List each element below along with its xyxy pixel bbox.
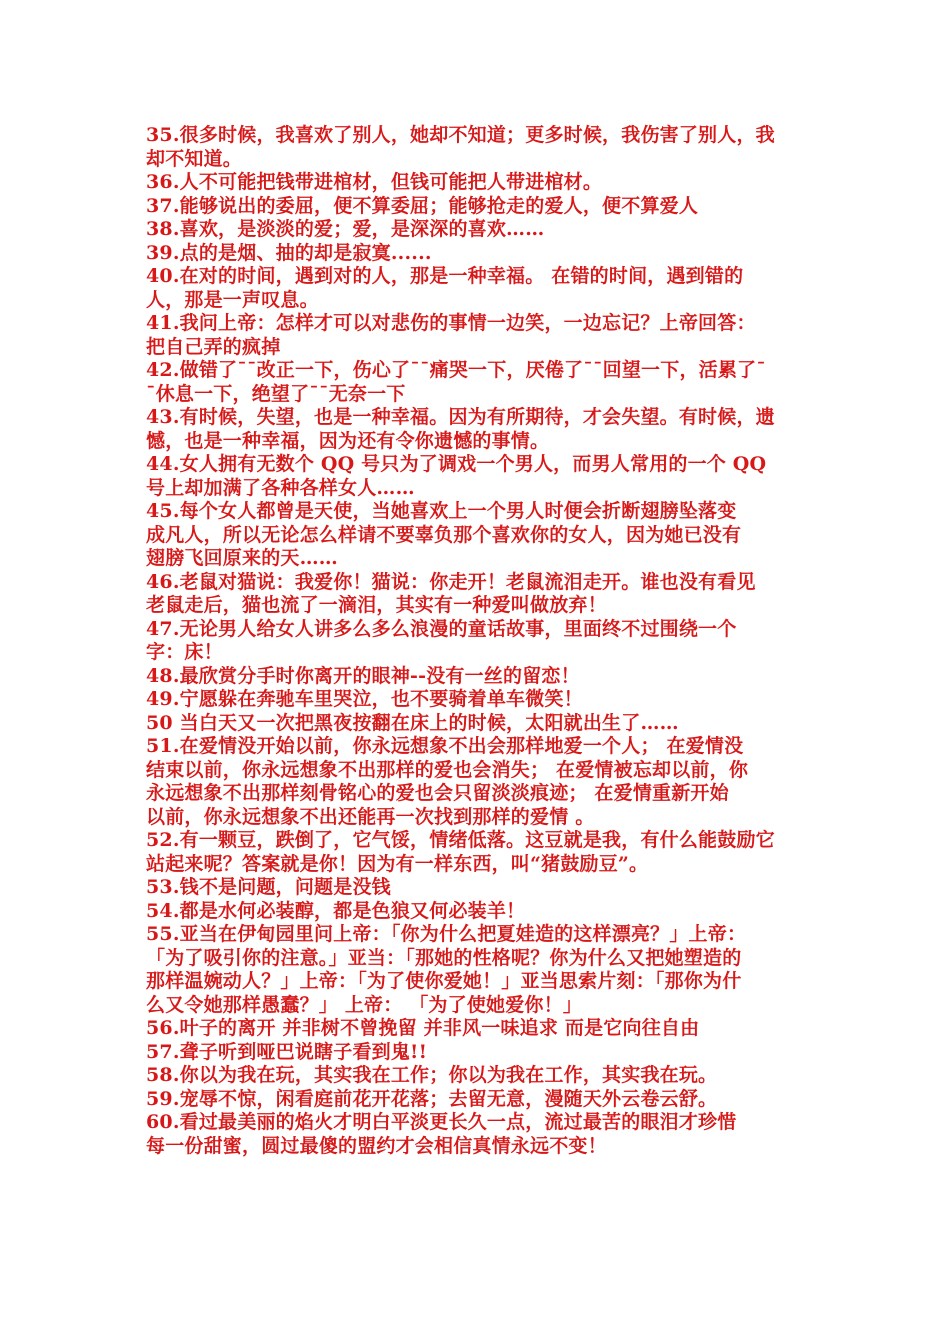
text-line: 「为了吸引你的注意。」亚当：「那她的性格呢？你为什么又把她塑造的 [146,946,742,969]
text-line: 59.宠辱不惊，闲看庭前花开花落；去留无意，漫随天外云卷云舒。 [146,1087,718,1110]
text-line: 39.点的是烟、抽的却是寂寞...... [146,241,432,264]
text-line: 每一份甜蜜，圆过最傻的盟约才会相信真情永远不变！ [146,1134,607,1157]
text-line: 40.在对的时间，遇到对的人，那是一种幸福。 在错的时间，遇到错的 [146,265,744,287]
text-line: 54.都是水何必装醇，都是色狼又何必装羊！ [146,899,526,922]
text-line: 人，那是一声叹息。 [146,288,319,311]
text-line: 56.叶子的离开 并非树不曾挽留 并非风一味追求 而是它向往自由 [146,1017,700,1039]
text-line: 51.在爱情没开始以前，你永远想象不出会那样地爱一个人； 在爱情没 [146,735,744,757]
text-line: 却不知道。 [146,147,243,170]
text-line: 60.看过最美丽的焰火才明白平淡更长久一点，流过最苦的眼泪才珍惜 [146,1111,737,1133]
text-line: 成凡人，所以无论怎么样请不要辜负那个喜欢你的女人，因为她已没有 [146,523,742,546]
text-line: 55.亚当在伊甸园里问上帝：「你为什么把夏娃造的这样漂亮？」上帝： [146,923,747,945]
text-line: 憾，也是一种幸福，因为还有令你遗憾的事情。 [146,429,550,452]
text-line: 49.宁愿躲在奔驰车里哭泣，也不要骑着单车微笑！ [146,688,583,710]
text-line: 46.老鼠对猫说：我爱你！猫说：你走开！老鼠流泪走开。谁也没有看见 [146,570,756,593]
text-line: 47.无论男人给女人讲多么多么浪漫的童话故事，里面终不过围绕一个 [146,617,737,640]
text-line: 站起来呢？答案就是你！因为有一样东西，叫“猪鼓励豆”。 [146,852,649,875]
text-line: 53.钱不是问题，问题是没钱 [146,876,391,898]
text-line: 号上却加满了各种各样女人…… [146,476,415,499]
text-line: 结束以前，你永远想象不出那样的爱也会消失； 在爱情被忘却以前，你 [146,758,749,781]
text-line: 44.女人拥有无数个 QQ 号只为了调戏一个男人，而男人常用的一个 QQ [146,453,767,475]
text-line: 58.你以为我在玩，其实我在工作；你以为我在工作，其实我在玩。 [146,1064,718,1086]
text-line: 45.每个女人都曾是天使，当她喜欢上一个男人时便会折断翅膀坠落变 [146,500,737,522]
text-line: 42.做错了¯¯改正一下，伤心了¯¯痛哭一下，厌倦了¯¯回望一下，活累了¯ [146,359,766,381]
text-line: 翅膀飞回原来的天…… [146,547,339,569]
text-line: 35.很多时候，我喜欢了别人，她却不知道；更多时候，我伤害了别人，我 [146,124,775,146]
text-line: ¯休息一下，绝望了¯¯无奈一下 [146,382,406,405]
text-line: 36.人不可能把钱带进棺材，但钱可能把人带进棺材。 [146,171,603,193]
text-line: 永远想象不出那样刻骨铭心的爱也会只留淡淡痕迹； 在爱情重新开始 [146,782,729,804]
text-line: 41.我问上帝：怎样才可以对悲伤的事情一边笑，一边忘记？上帝回答： [146,312,756,334]
text-line: 38.喜欢，是淡淡的爱；爱，是深深的喜欢…… [146,218,545,240]
text-line: 37.能够说出的委屈，便不算委屈；能够抢走的爱人，便不算爱人 [146,194,699,217]
text-line: 50 当白天又一次把黑夜按翻在床上的时候，太阳就出生了…… [146,711,679,734]
text-line: 把自己弄的疯掉 [146,335,281,358]
text-line: 老鼠走后，猫也流了一滴泪，其实有一种爱叫做放弃！ [146,594,607,616]
text-line: 那样温婉动人？」上帝：「为了使你爱她！」亚当思索片刻：「那你为什 [146,970,742,992]
text-line: 57.聋子听到哑巴说瞎子看到鬼!! [146,1040,428,1063]
text-line: 52.有一颗豆，跌倒了，它气馁，情绪低落。这豆就是我，有什么能鼓励它 [146,829,775,851]
text-line: 43.有时候，失望，也是一种幸福。因为有所期待，才会失望。有时候，遗 [146,406,775,428]
text-line: 以前，你永远想象不出还能再一次找到那样的爱情 。 [146,805,595,828]
text-line: 字：床！ [146,641,223,663]
quote-list [146,124,814,1158]
text-line: 48.最欣赏分手时你离开的眼神--没有一丝的留恋！ [146,664,580,687]
text-line: 么又令她那样愚蠢？」 上帝： 「为了使她爱你！」 [146,993,583,1016]
